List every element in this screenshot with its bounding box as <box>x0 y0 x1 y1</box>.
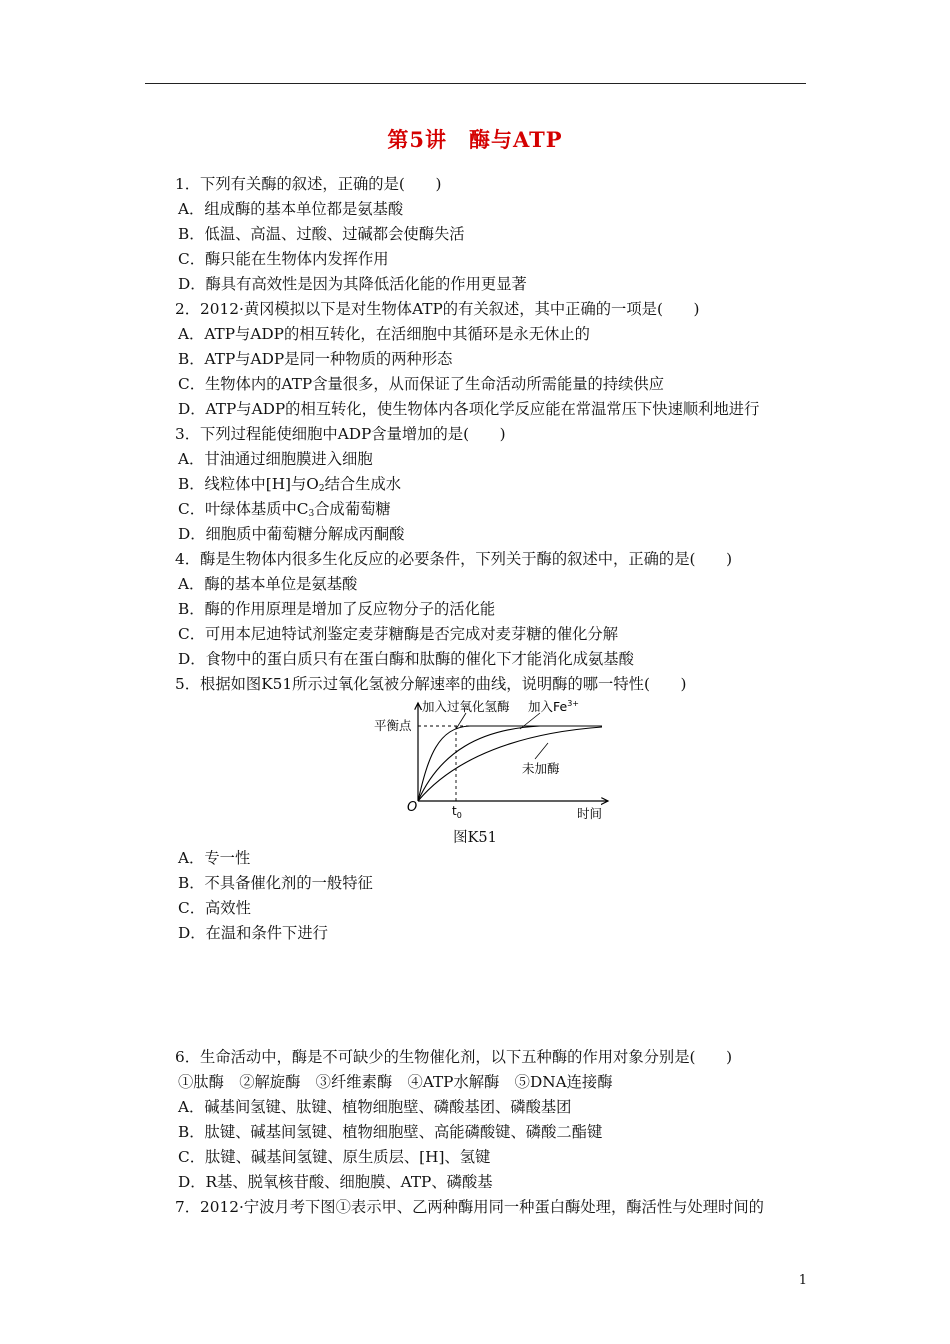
label-no-enzyme: 未加酶 <box>522 761 560 776</box>
label-catalase: 加入过氧化氢酶 <box>422 699 510 714</box>
q5-stem: 5．根据如图K51所示过氧化氢被分解速率的曲线，说明酶的哪一特性( ) <box>175 675 687 693</box>
q1-option-d: D．酶具有高效性是因为其降低活化能的作用更显著 <box>178 275 527 293</box>
q4-option-c: C．可用本尼迪特试剂鉴定麦芽糖酶是否完成对麦芽糖的催化分解 <box>178 625 619 643</box>
leader-no-enzyme <box>535 743 548 759</box>
label-fe3-superscript: 3+ <box>567 699 579 708</box>
q2-option-d: D．ATP与ADP的相互转化，使生物体内各项化学反应能在常温常压下快速顺利地进行 <box>178 400 760 418</box>
q5-option-c: C．高效性 <box>178 899 251 917</box>
q3-option-c <box>175 497 825 522</box>
q3-option-a: A．甘油通过细胞膜进入细胞 <box>178 450 373 468</box>
questions-6-7 <box>175 1045 825 1220</box>
reaction-curve-diagram <box>370 697 620 827</box>
q6-option-c: C．肽键、碱基间氢键、原生质层、[H]、氢键 <box>178 1148 491 1166</box>
label-t0-subscript: 0 <box>456 811 462 820</box>
q3-stem: 3．下列过程能使细胞中ADP含量增加的是( ) <box>175 425 506 443</box>
page-title: 第5讲 酶与ATP <box>387 127 563 152</box>
q3-b-text-end: 结合生成水 <box>324 475 402 493</box>
figure-caption: 图K51 <box>453 830 497 846</box>
label-fe3-text: 加入Fe <box>528 699 568 714</box>
q6-option-b: B．肽键、碱基间氢键、植物细胞壁、高能磷酸键、磷酸二酯键 <box>178 1123 603 1141</box>
q1-option-b: B．低温、高温、过酸、过碱都会使酶失活 <box>178 225 465 243</box>
q2-stem: 2．2012·黄冈模拟以下是对生物体ATP的有关叙述，其中正确的一项是( ) <box>175 300 700 318</box>
q6-option-a: A．碱基间氢键、肽键、植物细胞壁、磷酸基团、磷酸基团 <box>178 1098 572 1116</box>
q3-b-subscript: 2 <box>318 484 325 494</box>
label-fe3 <box>528 699 579 714</box>
q5-option-b: B．不具备催化剂的一般特征 <box>178 874 373 892</box>
header-rule <box>145 83 806 84</box>
q6-enzymes: ①肽酶 ②解旋酶 ③纤维素酶 ④ATP水解酶 ⑤DNA连接酶 <box>178 1073 613 1091</box>
q6-option-d: D．R基、脱氧核苷酸、细胞膜、ATP、磷酸基 <box>178 1173 493 1191</box>
q2-option-c: C．生物体内的ATP含量很多，从而保证了生命活动所需能量的持续供应 <box>178 375 665 393</box>
q4-option-b: B．酶的作用原理是增加了反应物分子的活化能 <box>178 600 496 618</box>
q4-option-d: D．食物中的蛋白质只有在蛋白酶和肽酶的催化下才能消化成氨基酸 <box>178 650 634 668</box>
questions-1-5 <box>175 172 825 697</box>
q6-stem: 6．生命活动中，酶是不可缺少的生物催化剂，以下五种酶的作用对象分别是( ) <box>175 1048 733 1066</box>
q2-option-a: A．ATP与ADP的相互转化，在活细胞中其循环是永无休止的 <box>178 325 590 343</box>
label-t0-text: t <box>452 804 457 818</box>
q5-option-a: A．专一性 <box>178 849 251 867</box>
q5-options <box>175 846 825 946</box>
q3-option-b <box>175 472 825 497</box>
q3-c-text-end: 合成葡萄糖 <box>314 500 391 518</box>
q7-stem: 7．2012·宁波月考下图①表示甲、乙两种酶用同一种蛋白酶处理，酶活性与处理时间的 <box>175 1198 764 1216</box>
label-t0 <box>452 804 462 820</box>
label-equilibrium: 平衡点 <box>374 718 412 733</box>
curve-catalase <box>418 726 602 801</box>
q3-c-text: C．叶绿体基质中C <box>178 500 309 518</box>
q3-option-d: D．细胞质中葡萄糖分解成丙酮酸 <box>178 525 405 543</box>
q3-b-text: B．线粒体中[H]与O <box>178 475 319 493</box>
q2-option-b: B．ATP与ADP是同一种物质的两种形态 <box>178 350 453 368</box>
q1-option-a: A．组成酶的基本单位都是氨基酸 <box>178 200 404 218</box>
curve-fe3 <box>418 726 602 801</box>
label-time: 时间 <box>577 806 603 821</box>
q3-c-subscript: 3 <box>308 509 315 519</box>
page-number: 1 <box>798 1273 807 1288</box>
q1-stem: 1．下列有关酶的叙述，正确的是( ) <box>175 175 442 193</box>
curve-no-enzyme <box>418 727 602 801</box>
figure-k51 <box>370 697 620 827</box>
q4-option-a: A．酶的基本单位是氨基酸 <box>178 575 358 593</box>
q4-stem: 4．酶是生物体内很多生化反应的必要条件，下列关于酶的叙述中，正确的是( ) <box>175 550 733 568</box>
q5-option-d: D．在温和条件下进行 <box>178 924 328 942</box>
label-origin: O <box>407 800 418 815</box>
q1-option-c: C．酶只能在生物体内发挥作用 <box>178 250 389 268</box>
